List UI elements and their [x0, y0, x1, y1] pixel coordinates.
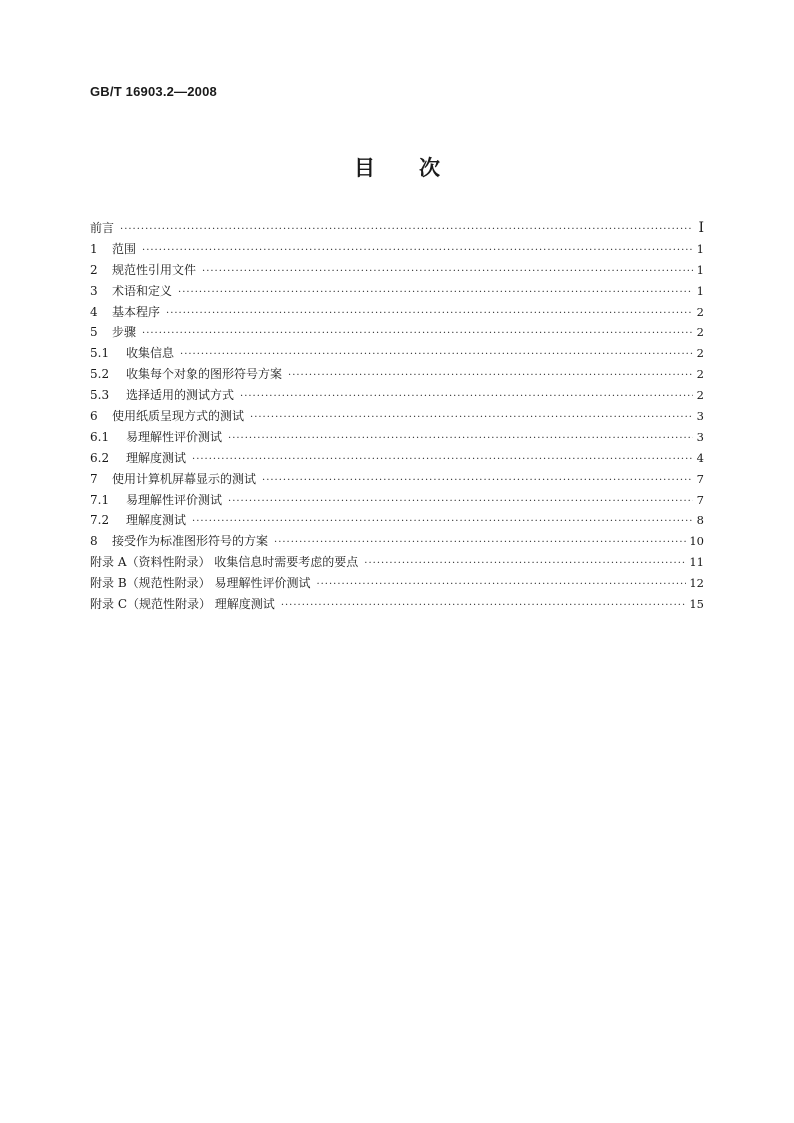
- toc-leader-dots: [364, 554, 686, 575]
- toc-leader-dots: [180, 345, 693, 366]
- toc-leader-dots: [288, 366, 693, 387]
- toc-entry-page: 2: [696, 325, 704, 340]
- toc-entry-label: 附录 C（规范性附录） 理解度测试: [90, 597, 275, 612]
- toc-leader-dots: [202, 262, 693, 283]
- toc-entry-page: 11: [689, 555, 704, 570]
- toc-entry-number: 5.3: [90, 388, 110, 403]
- toc-entry-page: 1: [696, 262, 704, 277]
- toc-entry-foreword[interactable]: [90, 218, 704, 239]
- toc-entry-5-3[interactable]: [90, 385, 704, 406]
- toc-entry-2[interactable]: [90, 260, 704, 281]
- toc-entry-number: 3: [90, 283, 98, 298]
- toc-entry-6[interactable]: [90, 406, 704, 427]
- toc-entry-page: 10: [689, 534, 704, 549]
- toc-entry-number: 4: [90, 304, 98, 319]
- toc-entry-6-1[interactable]: [90, 427, 704, 448]
- toc-entry-number: 5.1: [90, 346, 110, 361]
- toc-entry-number: 1: [90, 241, 98, 256]
- toc-leader-dots: [166, 304, 693, 325]
- toc-entry-label: 规范性引用文件: [112, 262, 197, 277]
- toc-entry-label: 附录 B（规范性附录） 易理解性评价测试: [90, 576, 311, 591]
- toc-entry-label: 范围: [112, 241, 137, 256]
- toc-entry-label: 接受作为标准图形符号的方案: [112, 534, 269, 549]
- toc-leader-dots: [142, 241, 693, 262]
- toc-leader-dots: [142, 324, 693, 345]
- toc-entry-label: 收集信息: [126, 346, 175, 361]
- toc-entry-8[interactable]: [90, 531, 704, 552]
- toc-leader-dots: [240, 387, 693, 408]
- table-of-contents: [90, 218, 704, 615]
- toc-entry-7-1[interactable]: [90, 490, 704, 511]
- toc-leader-dots: [228, 429, 693, 450]
- toc-entry-label: 易理解性评价测试: [126, 492, 223, 507]
- toc-entry-label: 理解度测试: [126, 450, 187, 465]
- toc-entry-annex-a[interactable]: [90, 552, 704, 573]
- toc-entry-6-2[interactable]: [90, 448, 704, 469]
- standard-number: GB/T 16903.2—2008: [90, 84, 217, 99]
- toc-entry-number: 6.1: [90, 429, 110, 444]
- toc-entry-label: 使用计算机屏幕显示的测试: [112, 471, 257, 486]
- toc-leader-dots: [192, 450, 693, 471]
- toc-entry-number: 6.2: [90, 450, 110, 465]
- toc-entry-4[interactable]: [90, 302, 704, 323]
- toc-leader-dots: [178, 283, 693, 304]
- toc-entry-number: 7.1: [90, 492, 110, 507]
- toc-leader-dots: [192, 512, 693, 533]
- toc-entry-number: 7.2: [90, 513, 110, 528]
- toc-entry-3[interactable]: [90, 281, 704, 302]
- toc-entry-7[interactable]: [90, 469, 704, 490]
- toc-entry-page: 1: [696, 283, 704, 298]
- toc-entry-page: 4: [696, 450, 704, 465]
- toc-leader-dots: [316, 575, 686, 596]
- toc-entry-number: 7: [90, 471, 98, 486]
- toc-entry-label: 收集每个对象的图形符号方案: [126, 367, 283, 382]
- toc-leader-dots: [228, 492, 693, 513]
- toc-entry-label: 理解度测试: [126, 513, 187, 528]
- toc-leader-dots: [250, 408, 693, 429]
- toc-entry-label: 附录 A（资料性附录） 收集信息时需要考虑的要点: [90, 555, 359, 570]
- toc-entry-5-1[interactable]: [90, 343, 704, 364]
- toc-entry-number: 5: [90, 325, 98, 340]
- toc-entry-page: 15: [689, 597, 704, 612]
- toc-leader-dots: [262, 471, 693, 492]
- page-title: 目次: [354, 155, 484, 180]
- toc-entry-page: 7: [696, 471, 704, 486]
- toc-entry-page: 2: [696, 304, 704, 319]
- toc-entry-number: 2: [90, 262, 98, 277]
- toc-entry-page: 3: [696, 429, 704, 444]
- toc-entry-page: 3: [696, 409, 704, 424]
- toc-entry-annex-b[interactable]: [90, 573, 704, 594]
- toc-entry-1[interactable]: [90, 239, 704, 260]
- toc-entry-annex-c[interactable]: [90, 594, 704, 615]
- toc-entry-page: 12: [689, 576, 704, 591]
- toc-entry-page: 7: [696, 492, 704, 507]
- toc-leader-dots: [120, 220, 693, 241]
- toc-entry-page: 2: [696, 388, 704, 403]
- toc-leader-dots: [274, 533, 686, 554]
- toc-leader-dots: [281, 596, 687, 617]
- toc-entry-number: 8: [90, 534, 98, 549]
- toc-entry-page: I: [698, 220, 704, 236]
- toc-entry-5-2[interactable]: [90, 364, 704, 385]
- toc-entry-7-2[interactable]: [90, 510, 704, 531]
- toc-entry-number: 6: [90, 409, 98, 424]
- toc-entry-label: 选择适用的测试方式: [126, 388, 235, 403]
- toc-entry-number: 5.2: [90, 367, 110, 382]
- toc-entry-label: 基本程序: [112, 304, 161, 319]
- toc-entry-label: 步骤: [112, 325, 137, 340]
- toc-entry-5[interactable]: [90, 322, 704, 343]
- toc-entry-label: 使用纸质呈现方式的测试: [112, 409, 245, 424]
- toc-entry-label: 易理解性评价测试: [126, 429, 223, 444]
- toc-entry-page: 2: [696, 346, 704, 361]
- toc-entry-page: 2: [696, 367, 704, 382]
- toc-entry-page: 8: [696, 513, 704, 528]
- toc-entry-page: 1: [696, 241, 704, 256]
- toc-entry-label: 术语和定义: [112, 283, 173, 298]
- toc-entry-label: 前言: [90, 221, 115, 235]
